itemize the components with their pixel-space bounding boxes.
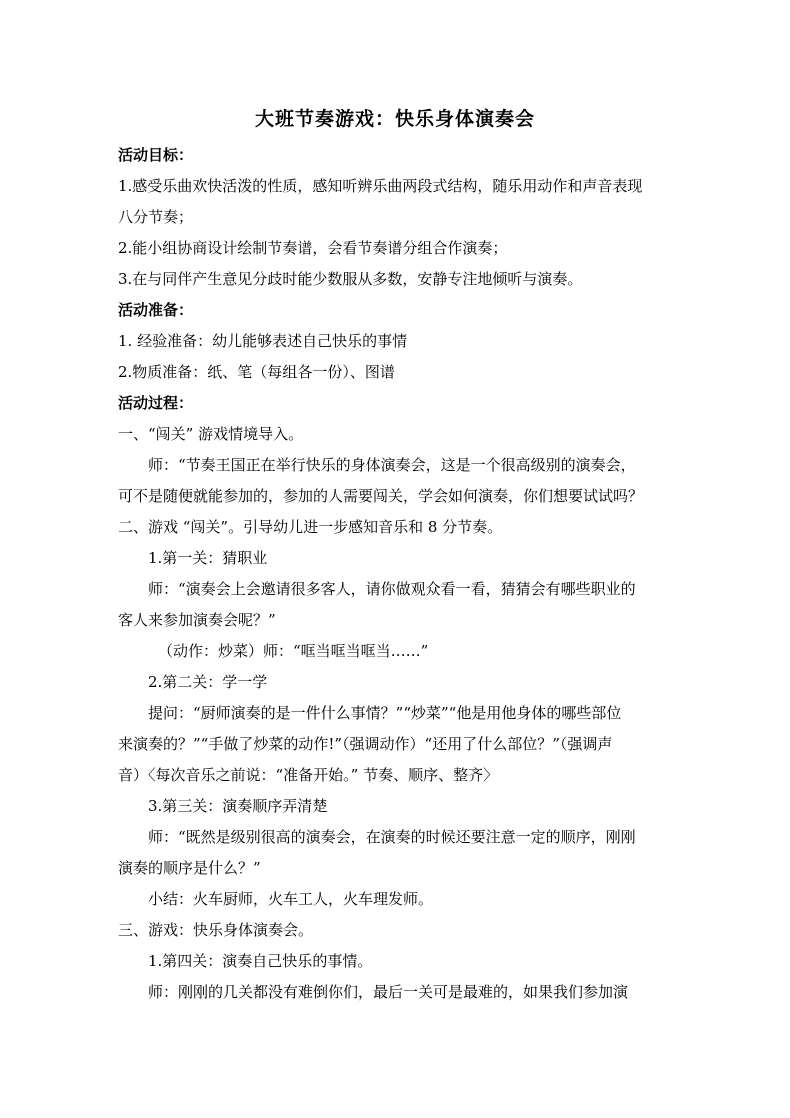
paragraph-line: 提问：“厨师演奏的是一件什么事情？”“炒菜”“他是用他身体的哪些部位 xyxy=(148,704,622,722)
paragraph-line: 2.能小组协商设计绘制节奏谱，会看节奏谱分组合作演奏； xyxy=(118,239,508,257)
paragraph-line: 师：“演奏会上会邀请很多客人，请你做观众看一看，猜猜会有哪些职业的 xyxy=(148,580,636,598)
step-heading: 2.第二关：学一学 xyxy=(148,673,268,691)
paragraph-line: 师：“既然是级别很高的演奏会，在演奏的时候还要注意一定的顺序，刚刚 xyxy=(148,828,636,846)
paragraph-line: 师：“节奏王国正在举行快乐的身体演奏会，这是一个很高级别的演奏会， xyxy=(148,456,636,474)
paragraph-line: 师：刚刚的几关都没有难倒你们，最后一关可是最难的，如果我们参加演 xyxy=(148,983,629,1001)
heading-process: 活动过程： xyxy=(118,394,194,412)
paragraph-line: 3.在与同伴产生意见分歧时能少数服从多数，安静专注地倾听与演奏。 xyxy=(118,270,583,288)
section-heading: 二、游戏 “闯关”。引导幼儿进一步感知音乐和 8 分节奏。 xyxy=(118,518,503,536)
paragraph-line: 来演奏的？”“手做了炒菜的动作!”（强调动作）“还用了什么部位？”（强调声 xyxy=(118,735,613,753)
section-heading: 一、“闯关” 游戏情境导入。 xyxy=(118,425,304,443)
paragraph-line: 小结：火车厨师，火车工人，火车理发师。 xyxy=(148,890,434,908)
step-heading: 3.第三关：演奏顺序弄清楚 xyxy=(148,797,328,815)
paragraph-line: （动作：炒菜）师：“哐当哐当哐当……” xyxy=(158,642,429,660)
document-title: 大班节奏游戏：快乐身体演奏会 xyxy=(254,108,535,130)
paragraph-line: 音）〈每次音乐之前说：“准备开始。” 节奏、顺序、整齐〉 xyxy=(118,766,499,784)
paragraph-line: 客人来参加演奏会呢？” xyxy=(118,611,276,629)
heading-goals: 活动目标： xyxy=(118,146,194,164)
step-heading: 1.第四关：演奏自己快乐的事情。 xyxy=(148,952,373,970)
paragraph-line: 1. 经验准备：幼儿能够表述自己快乐的事情 xyxy=(118,332,408,350)
paragraph-line: 可不是随便就能参加的，参加的人需要闯关，学会如何演奏，你们想要试试吗？ xyxy=(118,487,644,505)
step-heading: 1.第一关：猜职业 xyxy=(148,549,268,567)
section-heading: 三、游戏：快乐身体演奏会。 xyxy=(118,921,314,939)
heading-preparation: 活动准备： xyxy=(118,301,194,319)
paragraph-line: 演奏的顺序是什么？” xyxy=(118,859,261,877)
paragraph-line: 2.物质准备：纸、笔（每组各一份）、图谱 xyxy=(118,363,395,381)
paragraph-line: 1.感受乐曲欢快活泼的性质，感知听辨乐曲两段式结构，随乐用动作和声音表现 xyxy=(118,177,643,195)
paragraph-line: 八分节奏； xyxy=(118,208,194,226)
